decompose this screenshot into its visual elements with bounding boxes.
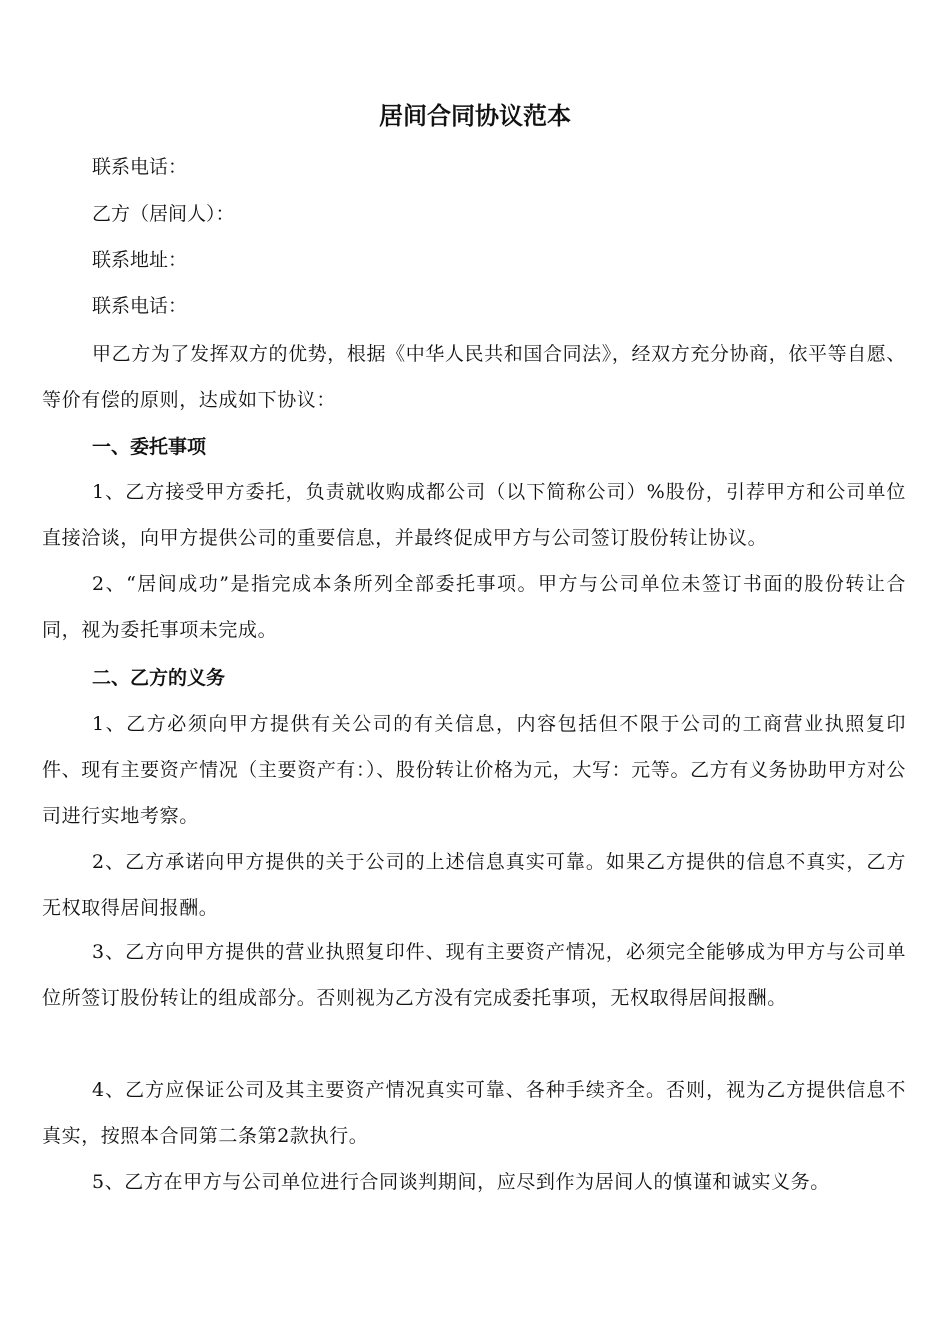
field-party-b: 乙方（居间人）： — [92, 203, 235, 225]
section-1-paragraph-2: 2、“居间成功”是指完成本条所列全部委托事项。甲方与公司单位未签订书面的股份转让合同，视为委托事项未完成。 — [42, 573, 906, 641]
document-title: 居间合同协议范本 — [379, 102, 571, 130]
field-contact-phone-2: 联系电话： — [92, 295, 188, 317]
section-2-paragraph-1: 1、乙方必须向甲方提供有关公司的有关信息，内容包括但不限于公司的工商营业执照复印件、现有主要资产情况（主要资产有：）、股份转让价格为元，大写：元等。乙方有义务协助甲方对公司进行实地考察。 — [42, 713, 906, 827]
section-2-paragraph-2: 2、乙方承诺向甲方提供的关于公司的上述信息真实可靠。如果乙方提供的信息不真实，乙方无权取得居间报酬。 — [42, 851, 906, 919]
section-2-paragraph-3: 3、乙方向甲方提供的营业执照复印件、现有主要资产情况，必须完全能够成为甲方与公司单位所签订股份转让的组成部分。否则视为乙方没有完成委托事项，无权取得居间报酬。 — [42, 941, 906, 1009]
section-heading-2: 二、乙方的义务 — [92, 667, 226, 689]
intro-paragraph: 甲乙方为了发挥双方的优势，根据《中华人民共和国合同法》，经双方充分协商，依平等自愿、等价有偿的原则，达成如下协议： — [42, 343, 906, 411]
field-contact-address: 联系地址： — [92, 249, 188, 271]
field-contact-phone-1: 联系电话： — [92, 156, 188, 178]
section-1-paragraph-1: 1、乙方接受甲方委托，负责就收购成都公司（以下简称公司）%股份，引荐甲方和公司单位直接洽谈，向甲方提供公司的重要信息，并最终促成甲方与公司签订股份转让协议。 — [42, 481, 906, 549]
section-heading-1: 一、委托事项 — [92, 436, 207, 458]
section-2-paragraph-4: 4、乙方应保证公司及其主要资产情况真实可靠、各种手续齐全。否则，视为乙方提供信息不真实，按照本合同第二条第2款执行。 — [42, 1079, 906, 1147]
section-2-paragraph-5: 5、乙方在甲方与公司单位进行合同谈判期间，应尽到作为居间人的慎谨和诚实义务。 — [92, 1171, 830, 1193]
